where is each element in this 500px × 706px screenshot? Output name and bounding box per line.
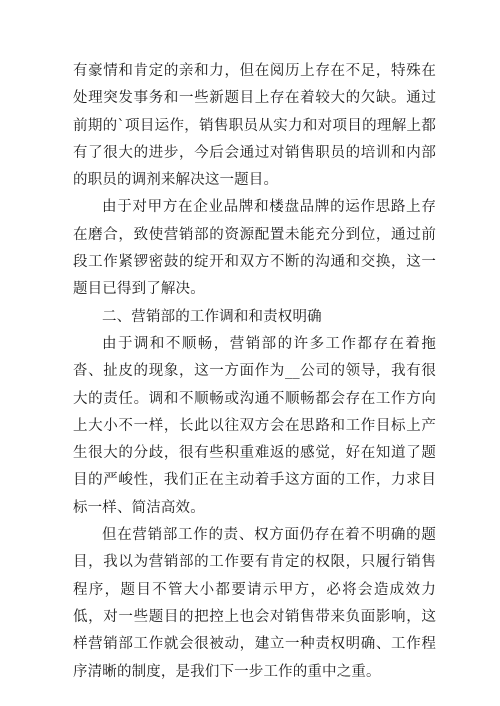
paragraph-2: 由于对甲方在企业品牌和楼盘品牌的运作思路上存在磨合，致使营销部的资源配置未能充分到位，通过前段工作紧锣密鼓的绽开和双方不断的沟通和交换，这一题目已得到了解决。 <box>73 199 436 298</box>
paragraph-1: 有豪情和肯定的亲和力，但在阅历上存在不足，特殊在处理突发事务和一些新题目上存在着较大的欠缺。通过前期的`项目运作，销售职员从实力和对项目的理解上都有了很大的进步，今后会通过对销售职员的培训和内部的职员的调剂来解决这一题目。 <box>73 63 436 189</box>
paragraph-4: 但在营销部工作的责、权方面仍存在着不明确的题目，我以为营销部的工作要有肯定的权限，只履行销售程序，题目不管大小都要请示甲方，必将会造成效力低，对一些题目的把控上也会对销售带来负面影响，这样营销部工作就会很被动，建立一种责权明确、工作程序清晰的制度，是我们下一步工作的重中之重。 <box>73 527 436 680</box>
paragraph-3: 由于调和不顺畅，营销部的许多工作都存在着拖沓、扯皮的现象，这一方面作为__公司的领导，我有很大的责任。调和不顺畅或沟通不顺畅都会存在工作方向上大小不一样，长此以往双方会在思路和工作目标上产生很大的分歧，很有些积重难返的感觉，好在知道了题目的严峻性，我们正在主动着手这方面的工作，力求目标一样、简洁高效。 <box>73 335 436 516</box>
section-heading-2: 二、营销部的工作调和和责权明确 <box>102 308 322 325</box>
